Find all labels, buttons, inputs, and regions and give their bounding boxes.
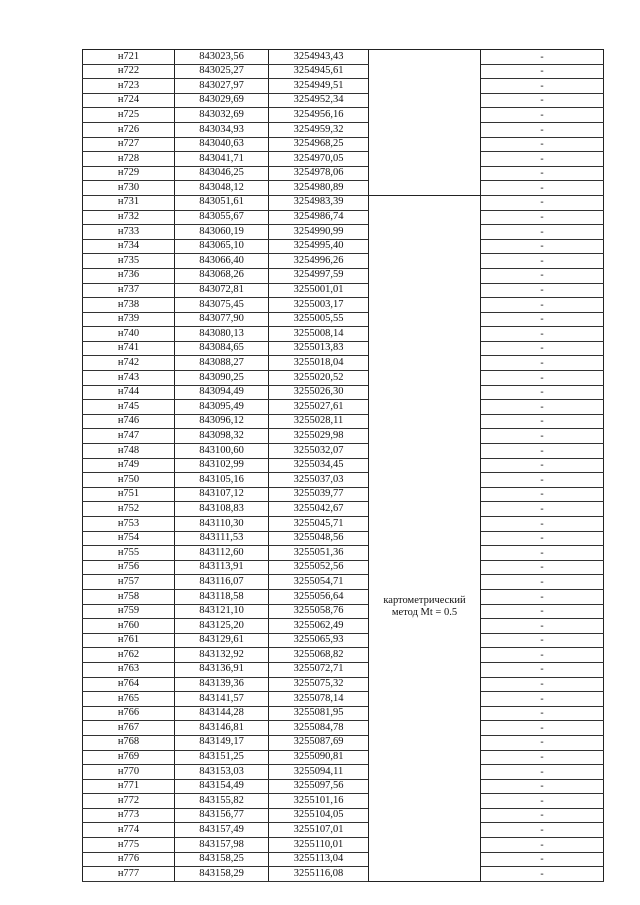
y-coordinate-cell: 3255078,14 (269, 692, 369, 707)
table-row (83, 502, 604, 517)
x-coordinate-cell: 843080,13 (175, 327, 269, 342)
x-coordinate-cell: 843065,10 (175, 239, 269, 254)
note-cell: - (481, 502, 604, 517)
note-cell: - (481, 750, 604, 765)
y-coordinate-cell: 3255001,01 (269, 283, 369, 298)
point-number-cell: н724 (83, 93, 175, 108)
x-coordinate-cell: 843084,65 (175, 341, 269, 356)
table-row (83, 283, 604, 298)
y-coordinate-cell: 3255008,14 (269, 327, 369, 342)
point-number-cell: н774 (83, 823, 175, 838)
method-text (369, 457, 480, 619)
note-cell: - (481, 838, 604, 853)
point-number-cell: н764 (83, 677, 175, 692)
y-coordinate-cell: 3254945,61 (269, 64, 369, 79)
table-row (83, 371, 604, 386)
y-coordinate-cell: 3255054,71 (269, 575, 369, 590)
x-coordinate-cell: 843068,26 (175, 268, 269, 283)
x-coordinate-cell: 843153,03 (175, 765, 269, 780)
y-coordinate-cell: 3255094,11 (269, 765, 369, 780)
coordinates-table-body (83, 50, 604, 882)
note-cell: - (481, 517, 604, 532)
note-cell: - (481, 137, 604, 152)
point-number-cell: н770 (83, 765, 175, 780)
point-number-cell: н752 (83, 502, 175, 517)
table-row (83, 341, 604, 356)
table-row (83, 64, 604, 79)
note-cell: - (481, 152, 604, 167)
point-number-cell: н741 (83, 341, 175, 356)
table-row (83, 152, 604, 167)
point-number-cell: н730 (83, 181, 175, 196)
note-cell: - (481, 706, 604, 721)
table-row (83, 531, 604, 546)
y-coordinate-cell: 3254959,32 (269, 122, 369, 137)
y-coordinate-cell: 3254996,26 (269, 254, 369, 269)
note-cell: - (481, 487, 604, 502)
table-row (83, 560, 604, 575)
x-coordinate-cell: 843108,83 (175, 502, 269, 517)
y-coordinate-cell: 3255110,01 (269, 838, 369, 853)
x-coordinate-cell: 843027,97 (175, 79, 269, 94)
y-coordinate-cell: 3255018,04 (269, 356, 369, 371)
point-number-cell: н733 (83, 225, 175, 240)
point-number-cell: н721 (83, 50, 175, 65)
x-coordinate-cell: 843096,12 (175, 414, 269, 429)
y-coordinate-cell: 3255039,77 (269, 487, 369, 502)
point-number-cell: н768 (83, 735, 175, 750)
coordinates-table (82, 49, 604, 882)
table-row (83, 444, 604, 459)
note-cell: - (481, 239, 604, 254)
point-number-cell: н776 (83, 852, 175, 867)
table-row (83, 195, 604, 210)
y-coordinate-cell: 3255065,93 (269, 633, 369, 648)
note-cell: - (481, 735, 604, 750)
y-coordinate-cell: 3255101,16 (269, 794, 369, 809)
note-cell: - (481, 93, 604, 108)
point-number-cell: н734 (83, 239, 175, 254)
point-number-cell: н748 (83, 444, 175, 459)
note-cell: - (481, 765, 604, 780)
point-number-cell: н758 (83, 589, 175, 604)
note-cell: - (481, 341, 604, 356)
point-number-cell: н763 (83, 662, 175, 677)
point-number-cell: н740 (83, 327, 175, 342)
x-coordinate-cell: 843041,71 (175, 152, 269, 167)
x-coordinate-cell: 843077,90 (175, 312, 269, 327)
y-coordinate-cell: 3255052,56 (269, 560, 369, 575)
x-coordinate-cell: 843072,81 (175, 283, 269, 298)
x-coordinate-cell: 843095,49 (175, 400, 269, 415)
note-cell: - (481, 327, 604, 342)
point-number-cell: н760 (83, 619, 175, 634)
point-number-cell: н753 (83, 517, 175, 532)
table-row (83, 838, 604, 853)
note-cell: - (481, 662, 604, 677)
note-cell: - (481, 50, 604, 65)
table-row (83, 517, 604, 532)
table-row (83, 268, 604, 283)
x-coordinate-cell: 843118,58 (175, 589, 269, 604)
x-coordinate-cell: 843048,12 (175, 181, 269, 196)
y-coordinate-cell: 3255026,30 (269, 385, 369, 400)
y-coordinate-cell: 3254956,16 (269, 108, 369, 123)
point-number-cell: н725 (83, 108, 175, 123)
y-coordinate-cell: 3255081,95 (269, 706, 369, 721)
table-row (83, 823, 604, 838)
x-coordinate-cell: 843098,32 (175, 429, 269, 444)
note-cell: - (481, 546, 604, 561)
point-number-cell: н754 (83, 531, 175, 546)
point-number-cell: н726 (83, 122, 175, 137)
y-coordinate-cell: 3254986,74 (269, 210, 369, 225)
point-number-cell: н749 (83, 458, 175, 473)
note-cell: - (481, 298, 604, 313)
y-coordinate-cell: 3255062,49 (269, 619, 369, 634)
point-number-cell: н736 (83, 268, 175, 283)
method-text-line: картометрический (383, 595, 466, 607)
point-number-cell: н738 (83, 298, 175, 313)
table-row (83, 312, 604, 327)
note-cell: - (481, 429, 604, 444)
y-coordinate-cell: 3255056,64 (269, 589, 369, 604)
x-coordinate-cell: 843113,91 (175, 560, 269, 575)
table-row (83, 225, 604, 240)
note-cell: - (481, 108, 604, 123)
point-number-cell: н772 (83, 794, 175, 809)
point-number-cell: н742 (83, 356, 175, 371)
y-coordinate-cell: 3255042,67 (269, 502, 369, 517)
y-coordinate-cell: 3254995,40 (269, 239, 369, 254)
y-coordinate-cell: 3255032,07 (269, 444, 369, 459)
point-number-cell: н771 (83, 779, 175, 794)
table-row (83, 619, 604, 634)
x-coordinate-cell: 843060,19 (175, 225, 269, 240)
table-row (83, 721, 604, 736)
y-coordinate-cell: 3254997,59 (269, 268, 369, 283)
note-cell: - (481, 458, 604, 473)
point-number-cell: н727 (83, 137, 175, 152)
point-number-cell: н735 (83, 254, 175, 269)
x-coordinate-cell: 843075,45 (175, 298, 269, 313)
table-row (83, 735, 604, 750)
table-row (83, 750, 604, 765)
note-cell: - (481, 195, 604, 210)
y-coordinate-cell: 3255116,08 (269, 867, 369, 882)
table-row (83, 298, 604, 313)
note-cell: - (481, 225, 604, 240)
point-number-cell: н732 (83, 210, 175, 225)
note-cell: - (481, 721, 604, 736)
y-coordinate-cell: 3255003,17 (269, 298, 369, 313)
table-row (83, 633, 604, 648)
method-text-line: метод Mt = 0.5 (391, 607, 458, 619)
y-coordinate-cell: 3255058,76 (269, 604, 369, 619)
note-cell: - (481, 64, 604, 79)
x-coordinate-cell: 843023,56 (175, 50, 269, 65)
y-coordinate-cell: 3254968,25 (269, 137, 369, 152)
x-coordinate-cell: 843156,77 (175, 808, 269, 823)
table-row (83, 779, 604, 794)
x-coordinate-cell: 843116,07 (175, 575, 269, 590)
note-cell: - (481, 473, 604, 488)
point-number-cell: н743 (83, 371, 175, 386)
y-coordinate-cell: 3254978,06 (269, 166, 369, 181)
table-row (83, 794, 604, 809)
note-cell: - (481, 692, 604, 707)
point-number-cell: н750 (83, 473, 175, 488)
x-coordinate-cell: 843090,25 (175, 371, 269, 386)
point-number-cell: н739 (83, 312, 175, 327)
table-row (83, 327, 604, 342)
note-cell: - (481, 268, 604, 283)
note-cell: - (481, 823, 604, 838)
point-number-cell: н761 (83, 633, 175, 648)
note-cell: - (481, 254, 604, 269)
point-number-cell: н757 (83, 575, 175, 590)
point-number-cell: н744 (83, 385, 175, 400)
y-coordinate-cell: 3254983,39 (269, 195, 369, 210)
note-cell: - (481, 867, 604, 882)
y-coordinate-cell: 3254990,99 (269, 225, 369, 240)
x-coordinate-cell: 843151,25 (175, 750, 269, 765)
note-cell: - (481, 312, 604, 327)
note-cell: - (481, 166, 604, 181)
y-coordinate-cell: 3255045,71 (269, 517, 369, 532)
table-row (83, 677, 604, 692)
y-coordinate-cell: 3255075,32 (269, 677, 369, 692)
y-coordinate-cell: 3255051,36 (269, 546, 369, 561)
note-cell: - (481, 779, 604, 794)
x-coordinate-cell: 843029,69 (175, 93, 269, 108)
method-cell-lower (369, 195, 481, 881)
point-number-cell: н729 (83, 166, 175, 181)
x-coordinate-cell: 843100,60 (175, 444, 269, 459)
point-number-cell: н777 (83, 867, 175, 882)
table-row (83, 765, 604, 780)
note-cell: - (481, 808, 604, 823)
table-row (83, 575, 604, 590)
table-row (83, 429, 604, 444)
table-row (83, 589, 604, 604)
x-coordinate-cell: 843136,91 (175, 662, 269, 677)
table-row (83, 706, 604, 721)
x-coordinate-cell: 843105,16 (175, 473, 269, 488)
note-cell: - (481, 677, 604, 692)
x-coordinate-cell: 843032,69 (175, 108, 269, 123)
y-coordinate-cell: 3255037,03 (269, 473, 369, 488)
point-number-cell: н737 (83, 283, 175, 298)
x-coordinate-cell: 843055,67 (175, 210, 269, 225)
x-coordinate-cell: 843034,93 (175, 122, 269, 137)
x-coordinate-cell: 843111,53 (175, 531, 269, 546)
point-number-cell: н745 (83, 400, 175, 415)
y-coordinate-cell: 3255107,01 (269, 823, 369, 838)
y-coordinate-cell: 3255048,56 (269, 531, 369, 546)
table-row (83, 181, 604, 196)
point-number-cell: н728 (83, 152, 175, 167)
note-cell: - (481, 444, 604, 459)
table-row (83, 137, 604, 152)
y-coordinate-cell: 3255090,81 (269, 750, 369, 765)
note-cell: - (481, 356, 604, 371)
note-cell: - (481, 852, 604, 867)
point-number-cell: н723 (83, 79, 175, 94)
note-cell: - (481, 181, 604, 196)
note-cell: - (481, 122, 604, 137)
x-coordinate-cell: 843107,12 (175, 487, 269, 502)
point-number-cell: н746 (83, 414, 175, 429)
table-row (83, 692, 604, 707)
note-cell: - (481, 210, 604, 225)
point-number-cell: н751 (83, 487, 175, 502)
y-coordinate-cell: 3255084,78 (269, 721, 369, 736)
x-coordinate-cell: 843129,61 (175, 633, 269, 648)
table-row (83, 210, 604, 225)
note-cell: - (481, 283, 604, 298)
y-coordinate-cell: 3255027,61 (269, 400, 369, 415)
y-coordinate-cell: 3254949,51 (269, 79, 369, 94)
table-row (83, 487, 604, 502)
x-coordinate-cell: 843102,99 (175, 458, 269, 473)
x-coordinate-cell: 843141,57 (175, 692, 269, 707)
note-cell: - (481, 400, 604, 415)
y-coordinate-cell: 3254970,05 (269, 152, 369, 167)
point-number-cell: н756 (83, 560, 175, 575)
y-coordinate-cell: 3255013,83 (269, 341, 369, 356)
y-coordinate-cell: 3255068,82 (269, 648, 369, 663)
table-row (83, 50, 604, 65)
point-number-cell: н766 (83, 706, 175, 721)
y-coordinate-cell: 3255005,55 (269, 312, 369, 327)
note-cell: - (481, 794, 604, 809)
y-coordinate-cell: 3255020,52 (269, 371, 369, 386)
note-cell: - (481, 385, 604, 400)
point-number-cell: н769 (83, 750, 175, 765)
x-coordinate-cell: 843132,92 (175, 648, 269, 663)
x-coordinate-cell: 843094,49 (175, 385, 269, 400)
x-coordinate-cell: 843146,81 (175, 721, 269, 736)
point-number-cell: н747 (83, 429, 175, 444)
table-row (83, 239, 604, 254)
point-number-cell: н765 (83, 692, 175, 707)
x-coordinate-cell: 843139,36 (175, 677, 269, 692)
note-cell: - (481, 633, 604, 648)
x-coordinate-cell: 843144,28 (175, 706, 269, 721)
x-coordinate-cell: 843025,27 (175, 64, 269, 79)
point-number-cell: н773 (83, 808, 175, 823)
table-row (83, 108, 604, 123)
note-cell: - (481, 531, 604, 546)
table-row (83, 93, 604, 108)
y-coordinate-cell: 3254980,89 (269, 181, 369, 196)
table-row (83, 473, 604, 488)
x-coordinate-cell: 843112,60 (175, 546, 269, 561)
table-row (83, 122, 604, 137)
table-row (83, 546, 604, 561)
note-cell: - (481, 619, 604, 634)
note-cell: - (481, 79, 604, 94)
note-cell: - (481, 575, 604, 590)
x-coordinate-cell: 843046,25 (175, 166, 269, 181)
point-number-cell: н762 (83, 648, 175, 663)
method-cell-upper (369, 50, 481, 196)
x-coordinate-cell: 843040,63 (175, 137, 269, 152)
point-number-cell: н775 (83, 838, 175, 853)
x-coordinate-cell: 843110,30 (175, 517, 269, 532)
x-coordinate-cell: 843157,49 (175, 823, 269, 838)
x-coordinate-cell: 843157,98 (175, 838, 269, 853)
note-cell: - (481, 414, 604, 429)
note-cell: - (481, 604, 604, 619)
table-row (83, 385, 604, 400)
point-number-cell: н759 (83, 604, 175, 619)
table-row (83, 852, 604, 867)
table-row (83, 867, 604, 882)
y-coordinate-cell: 3255097,56 (269, 779, 369, 794)
table-row (83, 414, 604, 429)
point-number-cell: н731 (83, 195, 175, 210)
note-cell: - (481, 371, 604, 386)
table-row (83, 166, 604, 181)
point-number-cell: н722 (83, 64, 175, 79)
table-row (83, 79, 604, 94)
x-coordinate-cell: 843154,49 (175, 779, 269, 794)
x-coordinate-cell: 843066,40 (175, 254, 269, 269)
table-row (83, 356, 604, 371)
x-coordinate-cell: 843155,82 (175, 794, 269, 809)
table-row (83, 808, 604, 823)
x-coordinate-cell: 843149,17 (175, 735, 269, 750)
table-row (83, 400, 604, 415)
y-coordinate-cell: 3255034,45 (269, 458, 369, 473)
y-coordinate-cell: 3255104,05 (269, 808, 369, 823)
table-row (83, 648, 604, 663)
y-coordinate-cell: 3255028,11 (269, 414, 369, 429)
note-cell: - (481, 648, 604, 663)
x-coordinate-cell: 843125,20 (175, 619, 269, 634)
table-row (83, 604, 604, 619)
y-coordinate-cell: 3255087,69 (269, 735, 369, 750)
x-coordinate-cell: 843051,61 (175, 195, 269, 210)
y-coordinate-cell: 3255029,98 (269, 429, 369, 444)
y-coordinate-cell: 3255072,71 (269, 662, 369, 677)
x-coordinate-cell: 843158,25 (175, 852, 269, 867)
x-coordinate-cell: 843121,10 (175, 604, 269, 619)
note-cell: - (481, 560, 604, 575)
point-number-cell: н755 (83, 546, 175, 561)
y-coordinate-cell: 3255113,04 (269, 852, 369, 867)
x-coordinate-cell: 843088,27 (175, 356, 269, 371)
note-cell: - (481, 589, 604, 604)
x-coordinate-cell: 843158,29 (175, 867, 269, 882)
y-coordinate-cell: 3254943,43 (269, 50, 369, 65)
point-number-cell: н767 (83, 721, 175, 736)
y-coordinate-cell: 3254952,34 (269, 93, 369, 108)
table-row (83, 458, 604, 473)
table-row (83, 662, 604, 677)
table-row (83, 254, 604, 269)
